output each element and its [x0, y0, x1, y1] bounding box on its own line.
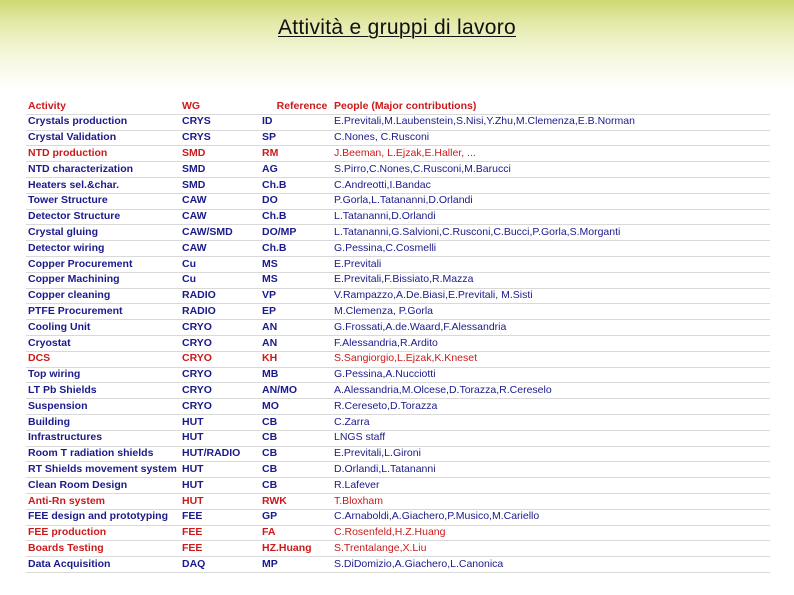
people-cell: G.Pessina,A.Nucciotti: [332, 367, 770, 383]
reference-cell: SP: [260, 130, 332, 146]
wg-cell: CRYO: [180, 367, 260, 383]
activity-cell: Copper Procurement: [26, 256, 180, 272]
people-cell: P.Gorla,L.Tatananni,D.Orlandi: [332, 193, 770, 209]
wg-cell: Cu: [180, 272, 260, 288]
reference-cell: Ch.B: [260, 241, 332, 257]
people-cell: S.Pirro,C.Nones,C.Rusconi,M.Barucci: [332, 162, 770, 178]
table-row: [26, 241, 770, 257]
wg-cell: HUT: [180, 462, 260, 478]
reference-cell: AN/MO: [260, 383, 332, 399]
wg-cell: SMD: [180, 146, 260, 162]
wg-cell: CAW: [180, 193, 260, 209]
reference-cell: ID: [260, 114, 332, 130]
wg-cell: HUT: [180, 493, 260, 509]
people-cell: LNGS staff: [332, 430, 770, 446]
table-row: [26, 446, 770, 462]
reference-cell: VP: [260, 288, 332, 304]
activity-cell: Data Acquisition: [26, 557, 180, 573]
wg-cell: Cu: [180, 256, 260, 272]
wg-cell: CRYO: [180, 399, 260, 415]
reference-cell: HZ.Huang: [260, 541, 332, 557]
wg-cell: CRYO: [180, 335, 260, 351]
table-row: [26, 430, 770, 446]
activity-cell: Copper Machining: [26, 272, 180, 288]
activity-cell: Copper cleaning: [26, 288, 180, 304]
people-cell: G.Frossati,A.de.Waard,F.Alessandria: [332, 320, 770, 336]
table-row: [26, 130, 770, 146]
wg-cell: SMD: [180, 177, 260, 193]
people-cell: E.Previtali,L.Gironi: [332, 446, 770, 462]
people-cell: S.Sangiorgio,L.Ejzak,K.Kneset: [332, 351, 770, 367]
activity-cell: Room T radiation shields: [26, 446, 180, 462]
reference-cell: CB: [260, 462, 332, 478]
wg-cell: CRYS: [180, 114, 260, 130]
wg-cell: CAW: [180, 241, 260, 257]
table-row: [26, 193, 770, 209]
people-cell: J.Beeman, L.Ejzak,E.Haller, ...: [332, 146, 770, 162]
activity-cell: Detector Structure: [26, 209, 180, 225]
activity-table: [26, 99, 770, 573]
reference-cell: GP: [260, 509, 332, 525]
table-row: [26, 225, 770, 241]
reference-cell: EP: [260, 304, 332, 320]
people-cell: T.Bloxham: [332, 493, 770, 509]
reference-cell: MS: [260, 272, 332, 288]
header-people: People (Major contributions): [332, 99, 770, 114]
people-cell: R.Cereseto,D.Torazza: [332, 399, 770, 415]
people-cell: F.Alessandria,R.Ardito: [332, 335, 770, 351]
reference-cell: RWK: [260, 493, 332, 509]
reference-cell: MP: [260, 557, 332, 573]
reference-cell: CB: [260, 478, 332, 494]
table-row: [26, 509, 770, 525]
reference-cell: CB: [260, 446, 332, 462]
table-row: [26, 304, 770, 320]
activity-cell: Suspension: [26, 399, 180, 415]
wg-cell: HUT: [180, 478, 260, 494]
table-row: [26, 493, 770, 509]
reference-cell: MO: [260, 399, 332, 415]
header-wg: WG: [180, 99, 260, 114]
reference-cell: DO: [260, 193, 332, 209]
people-cell: V.Rampazzo,A.De.Biasi,E.Previtali, M.Sisti: [332, 288, 770, 304]
activity-cell: NTD production: [26, 146, 180, 162]
activity-cell: FEE production: [26, 525, 180, 541]
activity-cell: LT Pb Shields: [26, 383, 180, 399]
wg-cell: CRYO: [180, 320, 260, 336]
activity-cell: Clean Room Design: [26, 478, 180, 494]
table-row: [26, 478, 770, 494]
table-row: [26, 177, 770, 193]
reference-cell: AN: [260, 320, 332, 336]
people-cell: G.Pessina,C.Cosmelli: [332, 241, 770, 257]
people-cell: C.Rosenfeld,H.Z.Huang: [332, 525, 770, 541]
people-cell: D.Orlandi,L.Tatananni: [332, 462, 770, 478]
reference-cell: RM: [260, 146, 332, 162]
people-cell: C.Nones, C.Rusconi: [332, 130, 770, 146]
slide-title: Attività e gruppi di lavoro: [277, 16, 517, 39]
activity-cell: Cooling Unit: [26, 320, 180, 336]
table-header-row: [26, 99, 770, 114]
table-row: [26, 383, 770, 399]
table-row: [26, 557, 770, 573]
table-row: [26, 256, 770, 272]
people-cell: S.Trentalange,X.Liu: [332, 541, 770, 557]
reference-cell: AN: [260, 335, 332, 351]
table-row: [26, 541, 770, 557]
table-row: [26, 114, 770, 130]
reference-cell: CB: [260, 430, 332, 446]
table-row: [26, 272, 770, 288]
reference-cell: DO/MP: [260, 225, 332, 241]
table-row: [26, 320, 770, 336]
activity-cell: Crystal Validation: [26, 130, 180, 146]
activity-cell: FEE design and prototyping: [26, 509, 180, 525]
activity-cell: Detector wiring: [26, 241, 180, 257]
table-row: [26, 288, 770, 304]
activity-cell: RT Shields movement system: [26, 462, 180, 478]
table-row: [26, 162, 770, 178]
people-cell: E.Previtali,F.Bissiato,R.Mazza: [332, 272, 770, 288]
people-cell: S.DiDomizio,A.Giachero,L.Canonica: [332, 557, 770, 573]
header-reference: Reference: [260, 99, 332, 114]
wg-cell: CRYS: [180, 130, 260, 146]
activity-cell: PTFE Procurement: [26, 304, 180, 320]
activity-cell: Heaters sel.&char.: [26, 177, 180, 193]
people-cell: C.Andreotti,I.Bandac: [332, 177, 770, 193]
reference-cell: Ch.B: [260, 177, 332, 193]
reference-cell: FA: [260, 525, 332, 541]
table-body: [26, 114, 770, 572]
people-cell: C.Arnaboldi,A.Giachero,P.Musico,M.Cariello: [332, 509, 770, 525]
table-row: [26, 351, 770, 367]
activity-cell: Boards Testing: [26, 541, 180, 557]
people-cell: L.Tatananni,G.Salvioni,C.Rusconi,C.Bucci,P.Gorla,S.Morganti: [332, 225, 770, 241]
table-row: [26, 399, 770, 415]
reference-cell: AG: [260, 162, 332, 178]
wg-cell: RADIO: [180, 288, 260, 304]
table-row: [26, 146, 770, 162]
wg-cell: FEE: [180, 525, 260, 541]
activity-cell: Crystal gluing: [26, 225, 180, 241]
reference-cell: MB: [260, 367, 332, 383]
people-cell: L.Tatananni,D.Orlandi: [332, 209, 770, 225]
wg-cell: RADIO: [180, 304, 260, 320]
reference-cell: Ch.B: [260, 209, 332, 225]
wg-cell: FEE: [180, 541, 260, 557]
activity-cell: NTD characterization: [26, 162, 180, 178]
people-cell: R.Lafever: [332, 478, 770, 494]
wg-cell: HUT/RADIO: [180, 446, 260, 462]
people-cell: E.Previtali,M.Laubenstein,S.Nisi,Y.Zhu,M.Clemenza,E.B.Norman: [332, 114, 770, 130]
activity-cell: Infrastructures: [26, 430, 180, 446]
wg-cell: HUT: [180, 430, 260, 446]
activity-table-container: [26, 99, 770, 573]
reference-cell: MS: [260, 256, 332, 272]
wg-cell: FEE: [180, 509, 260, 525]
activity-cell: Anti-Rn system: [26, 493, 180, 509]
people-cell: E.Previtali: [332, 256, 770, 272]
people-cell: M.Clemenza, P.Gorla: [332, 304, 770, 320]
reference-cell: CB: [260, 414, 332, 430]
wg-cell: CAW: [180, 209, 260, 225]
wg-cell: CAW/SMD: [180, 225, 260, 241]
people-cell: A.Alessandria,M.Olcese,D.Torazza,R.Cereselo: [332, 383, 770, 399]
activity-cell: Crystals production: [26, 114, 180, 130]
activity-cell: DCS: [26, 351, 180, 367]
wg-cell: CRYO: [180, 351, 260, 367]
activity-cell: Building: [26, 414, 180, 430]
table-row: [26, 525, 770, 541]
table-row: [26, 462, 770, 478]
table-row: [26, 209, 770, 225]
wg-cell: CRYO: [180, 383, 260, 399]
activity-cell: Top wiring: [26, 367, 180, 383]
table-row: [26, 367, 770, 383]
table-row: [26, 414, 770, 430]
activity-cell: Cryostat: [26, 335, 180, 351]
wg-cell: DAQ: [180, 557, 260, 573]
activity-cell: Tower Structure: [26, 193, 180, 209]
table-row: [26, 335, 770, 351]
header-activity: Activity: [26, 99, 180, 114]
people-cell: C.Zarra: [332, 414, 770, 430]
reference-cell: KH: [260, 351, 332, 367]
wg-cell: SMD: [180, 162, 260, 178]
wg-cell: HUT: [180, 414, 260, 430]
